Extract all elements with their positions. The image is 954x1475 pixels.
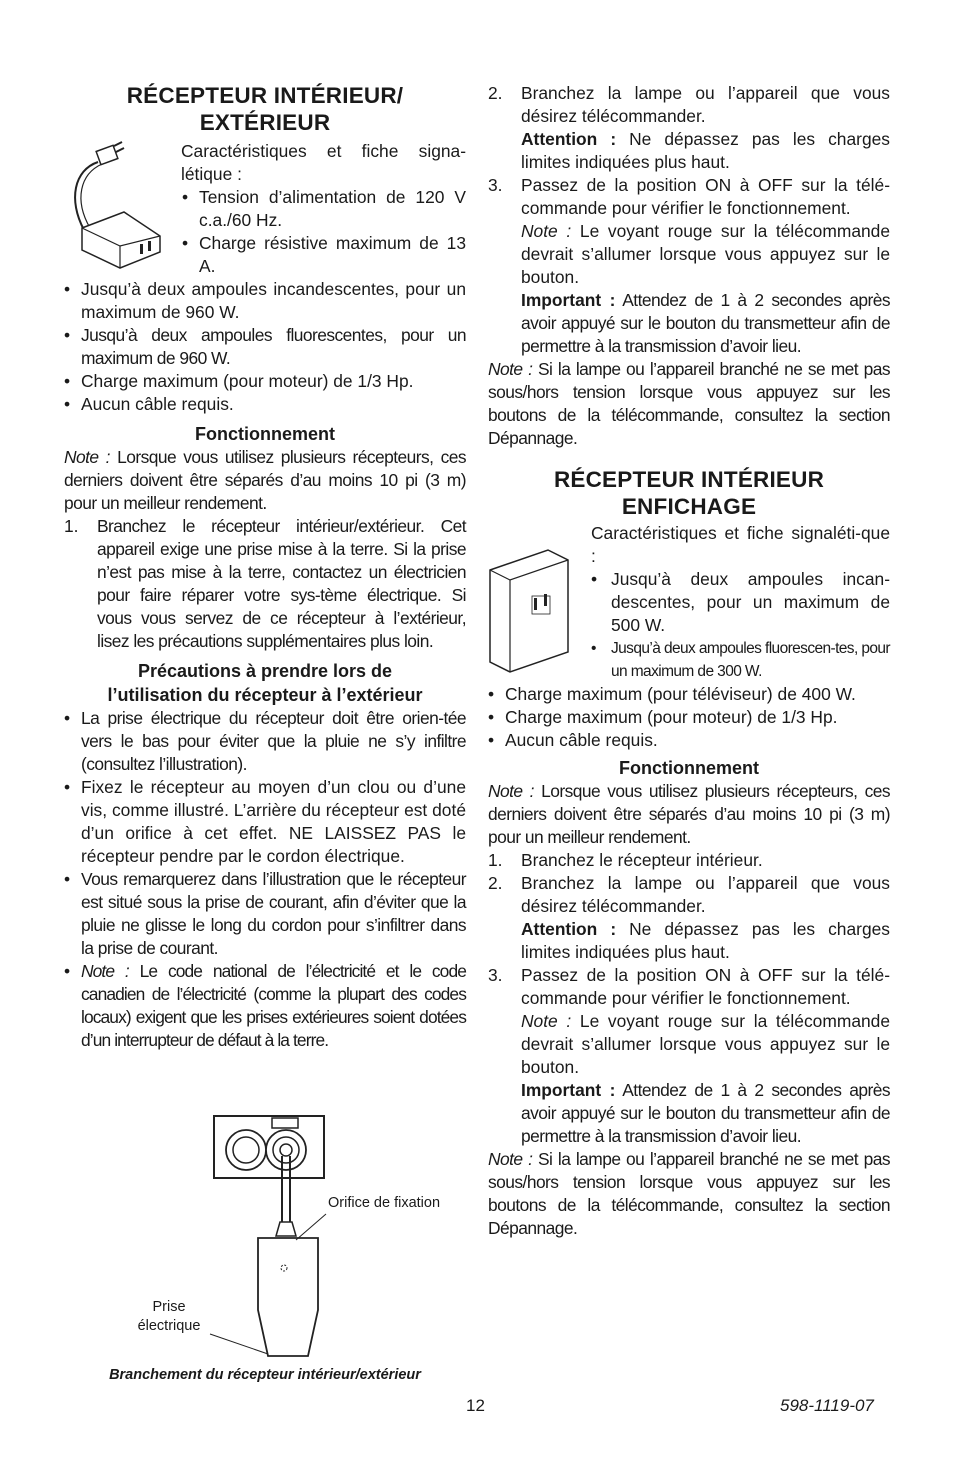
plug-in-receiver-icon [488,548,588,676]
title-line-2: EXTÉRIEUR [199,110,331,135]
spec-item: • Tension d’alimentation de 120 V c.a./60 Hz. [182,186,466,232]
section-title-indoor-outdoor [64,82,466,136]
feature-item: • Jusqu’à deux ampoules incandescentes, pour un maximum de 960 W. [64,278,466,324]
plugin-operation-steps [488,849,890,1148]
figure-caption: Branchement du récepteur intérieur/extérieur [109,1367,421,1383]
precaution-item: • La prise électrique du récepteur doit être orien-tée vers le bas pour éviter que la pluie ne s’y infiltre (consultez l’illustration). [64,707,466,776]
operation-heading: Fonctionnement [195,424,335,444]
step-item: 3. Passez de la position ON à OFF sur la télé-commande pour vérifier le fonctionnement. Note : Le voyant rouge sur la télécommande devrait s’allumer lorsque vous appuyez sur le bouton. Important : Attendez de 1 à 2 secondes après avoir appuyé sur le bouton du transmetteur afin de permettre à la transmission d’avoir lieu. [488,965,891,1146]
right-column [488,82,890,1240]
step-item: 3. Passez de la position ON à OFF sur la télé-commande pour vérifier le fonctionnement. Note : Le voyant rouge sur la télécommande devrait s’allumer lorsque vous appuyez sur le bouton. Important : Attendez de 1 à 2 secondes après avoir appuyé sur le bouton du transmetteur afin de permettre à la transmission d’avoir lieu. [488,175,891,356]
label-orifice: Orifice de fixation [328,1195,441,1211]
plugin-operation-heading: Fonctionnement [619,758,759,778]
document-code: 598-1119-07 [780,1396,874,1415]
final-note: Note : Si la lampe ou l’appareil branché ne se met pas sous/hors tension lorsque vous appuyez sur les boutons de la télécommande, consultez la section Dépannage. [488,359,890,448]
indoor-outdoor-receiver-icon [64,140,176,270]
feature-item: • Charge maximum (pour moteur) de 1/3 Hp. [488,706,890,729]
precaution-item: • Fixez le récepteur au moyen d’un clou ou d’une vis, comme illustré. L’arrière du récepteur est doté d’un orifice à cet effet. NE LAISSEZ PAS le récepteur pendre par le cordon électrique. [64,776,466,868]
spec-item: • Jusqu’à deux ampoules incan-descentes, pour un maximum de 500 W. [591,568,890,637]
step-item: 1. Branchez le récepteur intérieur/extérieur. Cet appareil exige une prise mise à la terre. Si la prise n’est pas mise à la terre, contactez un électricien pour faire réparer votre sys-tème électrique. Si vous vous servez de ce récepteur à l’extérieur, lisez les précautions supplémentaires plus loin. [64,516,466,651]
operation-steps [64,515,466,653]
title-line-1: RÉCEPTEUR INTÉRIEUR/ [126,83,404,108]
precautions-list [64,707,466,1052]
outdoor-receiver-illustration [64,1110,466,1360]
label-prise: Prise électrique [137,1299,201,1334]
step-item: 2. Branchez la lampe ou l’appareil que vous désirez télécommander. Attention : Ne dépassez pas les charges limites indiquées plus haut. [488,83,890,172]
step-item: 2. Branchez la lampe ou l’appareil que vous désirez télécommander. Attention : Ne dépassez pas les charges limites indiquées plus haut. [488,873,890,962]
plugin-spec-intro: Caractéristiques et fiche signaléti-que : [591,523,890,566]
title-line-1: RÉCEPTEUR INTÉRIEUR [553,467,825,492]
feature-item: • Aucun câble requis. [488,729,890,752]
feature-item: • Charge maximum (pour moteur) de 1/3 Hp. [64,370,466,393]
section-title-plug-in [488,466,890,520]
plugin-final-note: Note : Si la lampe ou l’appareil branché ne se met pas sous/hors tension lorsque vous appuyez sur les boutons de la télécommande, consultez la section Dépannage. [488,1149,890,1238]
spec-block [64,140,466,278]
continued-steps [488,82,890,358]
outdoor-connection-figure [64,1110,466,1390]
left-column [64,82,466,1052]
feature-list [64,278,466,416]
spec-list [182,186,466,278]
plugin-spec-list [591,568,890,683]
feature-item: • Aucun câble requis. [64,393,466,416]
feature-item: • Charge maximum (pour téléviseur) de 400 W. [488,683,890,706]
plugin-operation-note: Note : Lorsque vous utilisez plusieurs récepteurs, ces derniers doivent être séparés d’au moins 10 pi (3 m) pour un meilleur rendement. [488,781,890,847]
precaution-item: • Vous remarquerez dans l’illustration que le récepteur est situé sous la prise de courant, afin d’éviter que la pluie ne glisse le long du cordon pour s’infiltrer dans la prise de courant. [64,868,466,960]
page-number: 12 [466,1396,485,1415]
step-item: 1. Branchez le récepteur intérieur. [488,850,763,870]
plugin-spec-block [488,522,890,683]
spec-item: • Charge résistive maximum de 13 A. [182,232,466,278]
spec-intro: Caractéristiques et fiche signa-létique : [181,141,466,184]
plugin-feature-list [488,683,890,752]
feature-item: • Jusqu’à deux ampoules fluorescentes, pour un maximum de 960 W. [64,324,466,370]
operation-note: Note : Lorsque vous utilisez plusieurs récepteurs, ces derniers doivent être séparés d’au moins 10 pi (3 m) pour un meilleur rendement. [64,447,466,513]
precaution-item: • Note : Le code national de l’électricité et le code canadien de l’électricité (comme la plupart des codes locaux) exigent que les prises extérieures soient dotées d’un interrupteur de défaut à la terre. [64,960,466,1052]
spec-item: • Jusqu’à deux ampoules fluorescen-tes, pour un maximum de 300 W. [591,637,890,683]
title-line-2: ENFICHAGE [621,494,757,519]
precautions-heading: Précautions à prendre lors de l’utilisation du récepteur à l’extérieur [107,661,423,705]
